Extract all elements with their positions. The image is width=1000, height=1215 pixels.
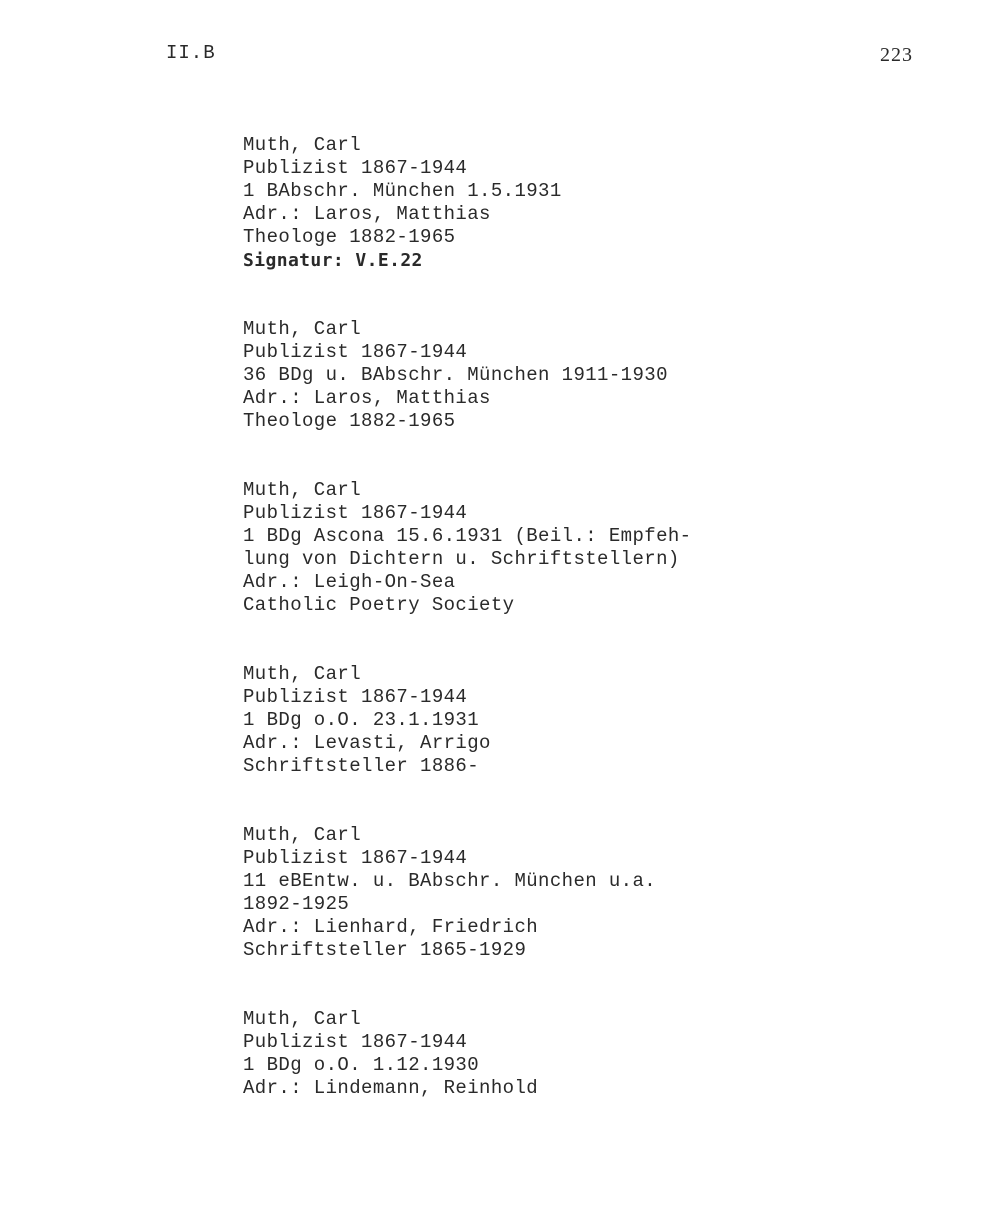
page-number: 223 [880,44,913,66]
entry-name: Muth, Carl [243,479,362,501]
catalog-entry [243,134,963,272]
entry-addressee: Adr.: Laros, Matthias [243,387,491,409]
entry-addressee-role: Theologe 1882-1965 [243,410,456,432]
entry-addressee-role: Theologe 1882-1965 [243,226,456,248]
entry-detail: 11 eBEntw. u. BAbschr. München u.a. [243,870,657,892]
entry-role: Publizist 1867-1944 [243,847,468,869]
catalog-entry [243,663,963,778]
catalog-entry [243,1008,963,1100]
entry-detail: 1 BDg o.O. 23.1.1931 [243,709,480,731]
entry-role: Publizist 1867-1944 [243,1031,468,1053]
entry-role: Publizist 1867-1944 [243,157,468,179]
entry-spacer [243,778,963,824]
entry-name: Muth, Carl [243,134,362,156]
entry-name: Muth, Carl [243,1008,362,1030]
entry-spacer [243,272,963,318]
entry-spacer [243,962,963,1008]
entries-list [243,134,963,1100]
entry-signature: Signatur: V.E.22 [243,250,423,271]
entry-addressee: Adr.: Laros, Matthias [243,203,491,225]
entry-detail: 1 BDg o.O. 1.12.1930 [243,1054,480,1076]
entry-spacer [243,617,963,663]
catalog-entry [243,318,963,433]
entry-detail: 1 BAbschr. München 1.5.1931 [243,180,562,202]
entry-spacer [243,433,963,479]
entry-name: Muth, Carl [243,824,362,846]
entry-addressee: Adr.: Lienhard, Friedrich [243,916,539,938]
section-label: II.B [166,42,216,64]
entry-name: Muth, Carl [243,318,362,340]
entry-addressee-role: Schriftsteller 1886- [243,755,480,777]
entry-addressee: Adr.: Leigh-On-Sea [243,571,456,593]
entry-name: Muth, Carl [243,663,362,685]
entry-role: Publizist 1867-1944 [243,686,468,708]
entry-detail: lung von Dichtern u. Schriftstellern) [243,548,680,570]
entry-role: Publizist 1867-1944 [243,341,468,363]
entry-addressee-role: Schriftsteller 1865-1929 [243,939,527,961]
entry-detail: 1 BDg Ascona 15.6.1931 (Beil.: Empfeh- [243,525,692,547]
entry-detail: 36 BDg u. BAbschr. München 1911-1930 [243,364,668,386]
catalog-entry [243,479,963,617]
entry-addressee-role: Catholic Poetry Society [243,594,515,616]
catalog-entry [243,824,963,962]
entry-role: Publizist 1867-1944 [243,502,468,524]
entry-addressee: Adr.: Lindemann, Reinhold [243,1077,539,1099]
entry-detail: 1892-1925 [243,893,350,915]
entry-addressee: Adr.: Levasti, Arrigo [243,732,491,754]
